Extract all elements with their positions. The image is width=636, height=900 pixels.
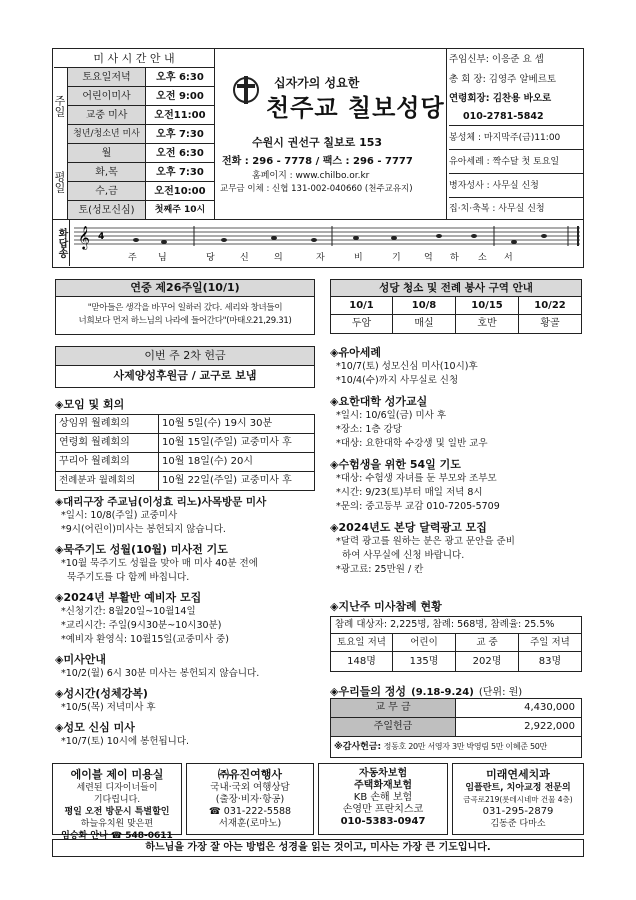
hymn-syllable: 비	[354, 253, 363, 263]
ad-line: 손영만 프란치스코	[342, 804, 424, 815]
left-notices	[55, 494, 320, 749]
church-homepage: 홈페이지 : www.chilbo.or.kr	[252, 171, 370, 181]
notice-line: *예비자 환영식: 10월15일(교중미사 중)	[61, 634, 229, 645]
mass-label: 어린이미사	[68, 87, 146, 105]
attendance-value: 148명	[330, 652, 393, 672]
notice-title: ◈2024년도 본당 달력광고 모집	[330, 521, 487, 534]
svg-text:𝄞: 𝄞	[78, 225, 90, 249]
mass-row	[68, 125, 214, 144]
mass-time: 오후 7:30	[156, 129, 204, 140]
sunday-title: 연중 제26주일(10/1)	[55, 279, 315, 297]
ad-line: 평일 오전 방문시 특별할인	[64, 807, 170, 817]
cleaning-date: 10/22	[519, 297, 582, 315]
mass-row	[68, 144, 214, 163]
sunday-quote-box	[55, 297, 315, 335]
hymn-border	[52, 219, 584, 220]
notice-line: *일시: 10/8(주일) 교중미사	[61, 510, 178, 521]
hymn-syllable: 하	[450, 253, 459, 263]
staff-funeral: 연령회장: 김찬용 바오로	[449, 93, 552, 104]
mass-row	[68, 201, 214, 220]
ad-line: 하늘유치원 맞은편	[80, 819, 154, 829]
notice-line: *10/7(토) 10시에 봉헌됩니다.	[61, 736, 190, 747]
church-address: 수원시 권선구 칠보로 153	[252, 136, 383, 149]
attendance-value: 83명	[519, 652, 582, 672]
donation-thanks-label: ※감사헌금:	[334, 742, 382, 752]
staff-phone: 010-2781-5842	[449, 108, 583, 126]
ad-travel	[186, 763, 314, 835]
notice-line: *교리시간: 주일(9시30분~10시30분)	[61, 620, 222, 631]
offering-title: 이번 주 2차 헌금	[55, 346, 315, 366]
hymn-syllable: 기	[392, 253, 401, 263]
ad-line: (출장·비자·항공)	[215, 794, 285, 805]
attendance-value-row	[330, 652, 582, 672]
notice-line: *달력 광고를 원하는 분은 광고 문안을 준비	[336, 536, 515, 547]
notice-infant-baptism	[330, 344, 585, 388]
ad-line: 서재훈(로마노)	[218, 818, 282, 829]
hymn-staff	[74, 222, 580, 252]
meeting-when: 10월 18일(수) 20시	[159, 453, 315, 471]
ad-line: 금곡로219(롯데시네마 건물 4층)	[463, 795, 573, 804]
church-name: 천주교 칠보성당	[266, 94, 445, 122]
attendance-header-row	[330, 634, 582, 652]
ad-line: 세련된 디자이너들이	[76, 783, 158, 793]
mass-row	[68, 163, 214, 182]
hymn-syllable: 주	[128, 253, 137, 263]
staff-pastor: 주임신부: 이응준 요 셉	[449, 54, 544, 65]
notice-line: *대상: 수험생 자녀를 둔 부모와 조부모	[336, 473, 497, 484]
attendance-value: 202명	[456, 652, 519, 672]
donation-title: ◈우리들의 정성	[330, 685, 407, 698]
notice-line: *10/2(월) 6시 30분 미사는 봉헌되지 않습니다.	[61, 668, 260, 679]
svg-text:4: 4	[98, 232, 105, 242]
offering-content: 사제양성후원금 / 교구로 보냄	[55, 366, 315, 388]
notice-holy-hour	[55, 685, 320, 715]
cleaning-area: 두암	[330, 315, 393, 334]
notice-line: 하여 사무실에 신청 바랍니다.	[336, 550, 465, 561]
notice-calendar-ads	[330, 519, 585, 577]
hymn-syllable: 억	[424, 253, 433, 263]
hymn-syllable: 의	[274, 253, 283, 263]
sunday-quote-1: "맏아들은 생각을 바꾸어 일하러 갔다. 세리와 창녀들이	[87, 303, 283, 313]
church-slogan: 십자가의 성요한	[274, 76, 360, 90]
ad-line: 010-5383-0947	[340, 816, 426, 827]
notice-line: *문의: 중고등부 교감 010-7205-5709	[336, 501, 500, 512]
donation-label: 교 무 금	[331, 699, 456, 717]
staff-column	[449, 50, 583, 220]
mass-side-weekday: 평일	[54, 144, 68, 220]
church-phone: 전화 : 296 - 7778 / 팩스 : 296 - 7777	[222, 156, 413, 167]
mass-time: 오전10:00	[154, 186, 206, 197]
cleaning-title: 성당 청소 및 전례 봉사 구역 안내	[330, 279, 582, 297]
notice-mass	[55, 651, 320, 681]
ad-line: 국내·국외 여행상담	[210, 782, 290, 793]
notice-marian	[55, 719, 320, 749]
mass-label: 수,금	[68, 182, 146, 200]
meeting-row	[55, 472, 315, 491]
meeting-when: 10월 5일(수) 19시 30분	[159, 415, 315, 433]
church-account: 교무금 이체 : 신협 131-002-040660 (천주교유지)	[220, 184, 413, 194]
attendance-summary: 참례 대상자: 2,225명, 참례: 568명, 참례율: 25.5%	[330, 616, 582, 634]
attendance-title: ◈지난주 미사참례 현황	[330, 600, 442, 613]
notice-title: ◈성모 신심 미사	[55, 721, 135, 734]
ad-line: 기다립니다.	[93, 795, 141, 805]
staff-communion: 봉성체 : 마지막주(금)11:00	[449, 126, 583, 150]
hymn-side-label: 화답송	[54, 220, 70, 266]
cleaning-area-row	[330, 315, 582, 334]
mass-time: 오후 6:30	[156, 72, 204, 83]
notice-choir	[330, 393, 585, 451]
cleaning-date: 10/8	[393, 297, 456, 315]
attendance-header: 어린이	[393, 634, 456, 652]
donation-amount: 4,430,000	[524, 702, 575, 713]
mass-label: 토(성모신심)	[68, 201, 146, 220]
donation-amount: 2,922,000	[524, 721, 575, 732]
staff-baptism: 유아세례 : 짝수달 첫 토요일	[449, 150, 583, 174]
meeting-row	[55, 453, 315, 472]
mass-time: 첫째주 10시	[154, 205, 206, 215]
mass-row	[68, 87, 214, 106]
notice-line: *신청기간: 8월20일~10월14일	[61, 606, 196, 617]
donation-table	[330, 698, 582, 758]
hymn-syllable: 당	[206, 253, 215, 263]
hymn-syllable: 님	[158, 253, 167, 263]
notice-line: 묵주기도를 다 함께 바칩니다.	[61, 572, 190, 583]
cleaning-area: 호반	[456, 315, 519, 334]
mass-label: 월	[68, 144, 146, 162]
notice-line: *시간: 9/23(토)부터 매일 저녁 8시	[336, 487, 483, 498]
cleaning-date: 10/15	[456, 297, 519, 315]
notice-title: ◈성시간(성체강복)	[55, 687, 148, 700]
attendance-header: 토요일 저녁	[330, 634, 393, 652]
cleaning-date-row	[330, 297, 582, 315]
notice-bishop	[55, 494, 320, 537]
mass-time: 오전11:00	[154, 110, 206, 121]
ad-line: 임플란트, 치아교정 전문의	[465, 783, 571, 793]
meeting-name: 전례분과 월례회의	[55, 472, 159, 490]
mass-time: 오전 6:30	[156, 148, 204, 159]
mass-label: 화,목	[68, 163, 146, 181]
attendance-header: 교 중	[456, 634, 519, 652]
donation-row	[331, 699, 581, 718]
mass-side-sunday: 주일	[54, 68, 68, 144]
notice-rosary	[55, 541, 320, 585]
hymn-syllable: 신	[240, 253, 249, 263]
notice-title: ◈묵주기도 성월(10월) 미사전 기도	[55, 543, 228, 556]
ad-line: 미래연세치과	[486, 768, 550, 781]
meeting-when: 10월 22일(주일) 교중미사 후	[159, 472, 315, 490]
notice-line: *일시: 10/6일(금) 미사 후	[336, 410, 446, 421]
notice-line: *10월 묵주기도 성월을 맞아 매 미사 40분 전에	[61, 558, 258, 569]
ad-dental	[452, 763, 584, 835]
hymn-syllable: 소	[478, 253, 487, 263]
notice-line: *9시(어린이)미사는 봉헌되지 않습니다.	[61, 524, 226, 535]
mass-label: 토요일저녁	[68, 68, 146, 86]
staff-president: 총 회 장: 김영주 알베르토	[449, 74, 557, 85]
notice-title: ◈유아세례	[330, 346, 381, 359]
meeting-row	[55, 434, 315, 453]
meeting-name: 연령회 월례회의	[55, 434, 159, 452]
attendance-value: 135명	[393, 652, 456, 672]
mass-rows	[68, 68, 214, 220]
ad-line: ㈜유진여행사	[217, 768, 283, 781]
church-logo	[232, 72, 260, 108]
ad-line: 에이블 제이 미용실	[70, 768, 164, 781]
ad-line: KB 손해 보험	[353, 792, 413, 803]
meeting-name: 꾸리아 월례회의	[55, 453, 159, 471]
attendance-header: 주일 저녁	[519, 634, 582, 652]
footer-text: 하느님을 가장 잘 아는 방법은 성경을 읽는 것이고, 미사는 가장 큰 기도입니다.	[52, 839, 584, 857]
hymn-syllable: 서	[504, 253, 513, 263]
ad-line: 임승화 안나 ☎ 548-0611	[61, 831, 173, 841]
donation-row	[331, 718, 581, 737]
mass-label: 교중 미사	[68, 106, 146, 124]
ad-salon	[52, 763, 182, 841]
cleaning-area: 매실	[393, 315, 456, 334]
notice-title: ◈요한대학 성가교실	[330, 395, 428, 408]
notice-line: *10/7(토) 성모신심 미사(10시)후	[336, 361, 478, 372]
mass-time: 오전 9:00	[156, 91, 204, 102]
right-notices	[330, 344, 585, 577]
notice-catechumen	[55, 589, 320, 647]
ad-line: 김동준 다마소	[490, 819, 546, 829]
donation-label: 주일헌금	[331, 718, 456, 736]
notice-line: *10/5(목) 저녁미사 후	[61, 702, 156, 713]
cleaning-date: 10/1	[330, 297, 393, 315]
donation-thanks-row	[331, 737, 581, 757]
notice-line: *대상: 요한대학 수강생 및 일반 교우	[336, 438, 488, 449]
ad-line: 자동차보험	[358, 768, 408, 779]
ad-line: 주택화재보험	[354, 780, 412, 791]
mass-row	[68, 106, 214, 125]
donation-header	[330, 680, 522, 699]
staff-blessing: 집·치·축복 : 사무실 신청	[449, 204, 545, 214]
notice-title: ◈수험생을 위한 54일 기도	[330, 458, 461, 471]
sunday-quote-2: 너희보다 먼저 하느님의 나라에 들어간다"(마태오21,29.31)	[78, 316, 292, 326]
mass-schedule-title: 미 사 시 간 안 내	[54, 50, 214, 68]
hymn-lyrics	[128, 250, 568, 264]
donation-period: (9.18-9.24)	[411, 687, 474, 698]
mass-label: 청년/청소년 미사	[68, 125, 146, 143]
meeting-name: 상임위 월례회의	[55, 415, 159, 433]
notice-line: *장소: 1층 강당	[336, 424, 402, 435]
meeting-row	[55, 415, 315, 434]
mass-row	[68, 182, 214, 201]
notice-line: *10/4(수)까지 사무실로 신청	[336, 375, 459, 386]
mass-row	[68, 68, 214, 87]
donation-unit: (단위: 원)	[478, 687, 523, 698]
cleaning-grid	[330, 297, 582, 334]
notice-title: ◈2024년 부활반 예비자 모집	[55, 591, 202, 604]
donation-thanks: 정동호 20만 서영자 3만 박영림 5만 이혜준 50만	[383, 742, 547, 751]
ad-insurance	[318, 763, 448, 835]
mass-time: 오후 7:30	[156, 167, 204, 178]
meetings-table	[55, 414, 315, 491]
mass-divider	[214, 48, 215, 220]
notice-line: *광고료: 25만원 / 칸	[336, 564, 424, 575]
meetings-title: ◈모임 및 회의	[55, 398, 125, 411]
hymn-syllable: 자	[316, 253, 325, 263]
staff-sick: 병자성사 : 사무실 신청	[449, 174, 583, 198]
staff-divider	[446, 48, 447, 220]
ad-line: 031-295-2879	[482, 806, 554, 817]
cleaning-area: 황골	[519, 315, 582, 334]
ad-line: ☎ 031-222-5588	[208, 806, 292, 817]
notice-title: ◈대리구장 주교님(이성효 리노)사목방문 미사	[55, 496, 267, 508]
meeting-when: 10월 15일(주일) 교중미사 후	[159, 434, 315, 452]
notice-exam-prayer	[330, 456, 585, 514]
notice-title: ◈미사안내	[55, 653, 106, 666]
attendance-grid	[330, 634, 582, 672]
